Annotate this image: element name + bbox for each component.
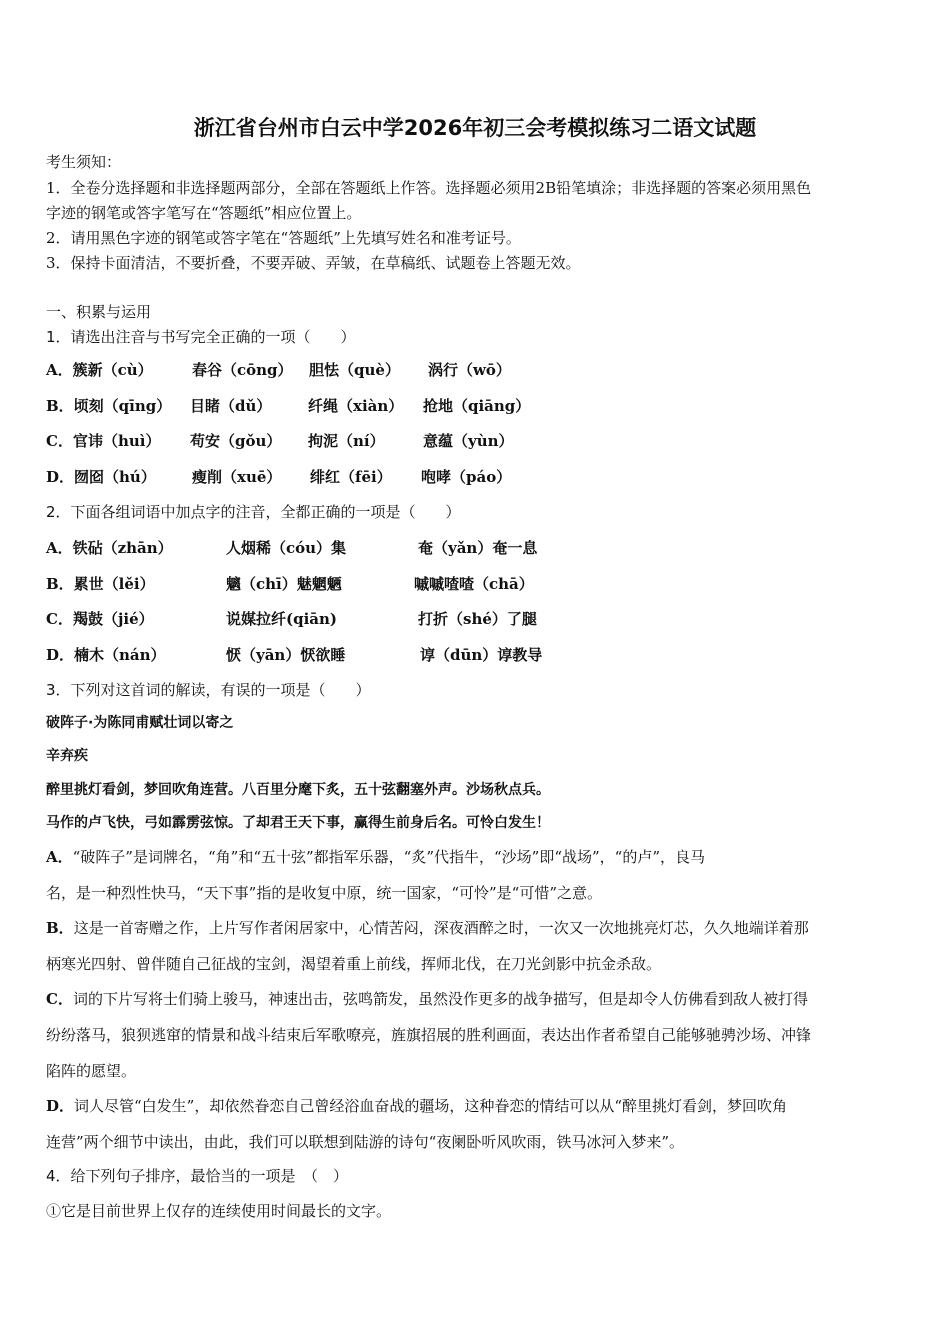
option-word: 意蕴（yùn） <box>423 432 514 450</box>
q1-option-b <box>46 396 530 416</box>
option-word: 抢地（qiāng） <box>423 397 531 415</box>
notice-heading: 考生须知： <box>46 153 122 171</box>
poem-author: 辛弃疾 <box>46 748 88 764</box>
option-word: A．铁砧（zhān） <box>46 539 173 557</box>
option-word: 谆（dūn）谆教导 <box>420 646 543 664</box>
option-word: D．楠木（nán） <box>46 646 166 664</box>
option-letter: B． <box>46 919 74 937</box>
option-word: 拘泥（ní） <box>308 432 385 450</box>
q3-text-line: 纷纷落马，狼狈逃窜的情景和战斗结束后军歌嘹亮，旌旗招展的胜利画面，表达出作者希望自己能够驰骋沙场、冲锋 <box>46 1026 812 1044</box>
page-title: 浙江省台州市白云中学2026年初三会考模拟练习二语文试题 <box>193 116 757 140</box>
option-word: D．囫囵（hú） <box>46 468 156 486</box>
option-word: 胆怯（què） <box>309 361 400 379</box>
option-word: 奄（yǎn）奄一息 <box>418 539 538 557</box>
option-word: 春谷（cōng） <box>192 361 293 379</box>
q2-option-c <box>46 609 537 629</box>
option-letter: A． <box>46 848 73 866</box>
option-word: C．官讳（huì） <box>46 432 161 450</box>
option-word: C．羯鼓（jié） <box>46 610 154 628</box>
q2-option-b <box>46 574 534 594</box>
question-4-stem: 4．给下列句子排序，最恰当的一项是 （ ） <box>46 1167 349 1185</box>
poem-line: 醉里挑灯看剑，梦回吹角连营。八百里分麾下炙，五十弦翻塞外声。沙场秋点兵。 <box>46 782 550 798</box>
option-word: 魑（chī）魅魍魉 <box>226 575 342 593</box>
q3-text-line: 连营”两个细节中读出，由此，我们可以联想到陆游的诗句“夜阑卧听风吹雨，铁马冰河入梦来”。 <box>46 1133 685 1151</box>
option-word: 恹（yān）恹欲睡 <box>226 646 346 664</box>
poem-title: 破阵子·为陈同甫赋壮词以寄之 <box>46 715 234 731</box>
question-2-stem: 2．下面各组词语中加点字的注音，全都正确的一项是（ ） <box>46 503 461 521</box>
option-letter: D． <box>46 1097 75 1115</box>
poem-line: 马作的卢飞快，弓如霹雳弦惊。了却君王天下事，赢得生前身后名。可怜白发生！ <box>46 815 550 831</box>
option-word: 瘦削（xuē） <box>192 468 282 486</box>
q3-text-line: B．这是一首寄赠之作，上片写作者闲居家中，心情苦闷，深夜酒醉之时，一次又一次地挑亮灯芯，久久地端详着那 <box>46 919 809 937</box>
option-word: A．簇新（cù） <box>46 361 153 379</box>
option-word: 嘁嘁喳喳（chā） <box>414 575 534 593</box>
question-3-stem: 3．下列对这首词的解读，有误的一项是（ ） <box>46 681 371 699</box>
option-word: 苟安（gǒu） <box>190 432 282 450</box>
section-heading: 一、积累与运用 <box>46 303 152 321</box>
q2-option-d <box>46 645 542 665</box>
option-word: 说媒拉纤(qiān) <box>226 610 338 628</box>
q3-text-line: 柄寒光四射、曾伴随自己征战的宝剑，渴望着重上前线，挥师北伐，在刀光剑影中抗金杀敌。 <box>46 955 662 973</box>
q3-text-line: 名，是一种烈性快马，“天下事”指的是收复中原，统一国家，“可怜”是“可惜”之意。 <box>46 884 603 902</box>
option-word: B．顷刻（qīng） <box>46 397 172 415</box>
option-word: 涡行（wō） <box>428 361 511 379</box>
option-word: 纤绳（xiàn） <box>308 397 404 415</box>
notice-item: 2．请用黑色字迹的钢笔或答字笔在“答题纸”上先填写姓名和准考证号。 <box>46 229 521 247</box>
q4-sentence: ①它是目前世界上仅存的连续使用时间最长的文字。 <box>46 1202 392 1220</box>
q1-option-d <box>46 467 511 487</box>
option-letter: C． <box>46 990 73 1008</box>
q1-option-c <box>46 431 514 451</box>
notice-item: 1．全卷分选择题和非选择题两部分，全部在答题纸上作答。选择题必须用2B铅笔填涂；非选择题的答案必须用黑色 <box>46 179 812 197</box>
option-word: 目睹（dǔ） <box>190 397 272 415</box>
q3-text-line: 陷阵的愿望。 <box>46 1062 137 1080</box>
option-word: 绯红（fēi） <box>310 468 392 486</box>
q2-option-a <box>46 538 537 558</box>
question-1-stem: 1．请选出注音与书写完全正确的一项（ ） <box>46 328 356 346</box>
q1-option-a <box>46 360 511 380</box>
option-word: 咆哮（páo） <box>421 468 512 486</box>
notice-item: 字迹的钢笔或答字笔写在“答题纸”相应位置上。 <box>46 204 362 222</box>
q3-text-line: A．“破阵子”是词牌名，“角”和“五十弦”都指军乐器，“炙”代指牛，“沙场”即“战场”，“的卢”，良马 <box>46 848 706 866</box>
notice-item: 3．保持卡面清洁，不要折叠，不要弄破、弄皱，在草稿纸、试题卷上答题无效。 <box>46 254 581 272</box>
q3-text-line: D．词人尽管“白发生”，却依然眷恋自己曾经浴血奋战的疆场，这种眷恋的情结可以从“醉里挑灯看剑，梦回吹角 <box>46 1097 788 1115</box>
option-word: B．累世（lěi） <box>46 575 155 593</box>
option-word: 人烟稀（cóu）集 <box>226 539 347 557</box>
option-word: 打折（shé）了腿 <box>418 610 537 628</box>
q3-text-line: C．词的下片写将士们骑上骏马，神速出击，弦鸣箭发，虽然没作更多的战争描写，但是却令人仿佛看到敌人被打得 <box>46 990 808 1008</box>
